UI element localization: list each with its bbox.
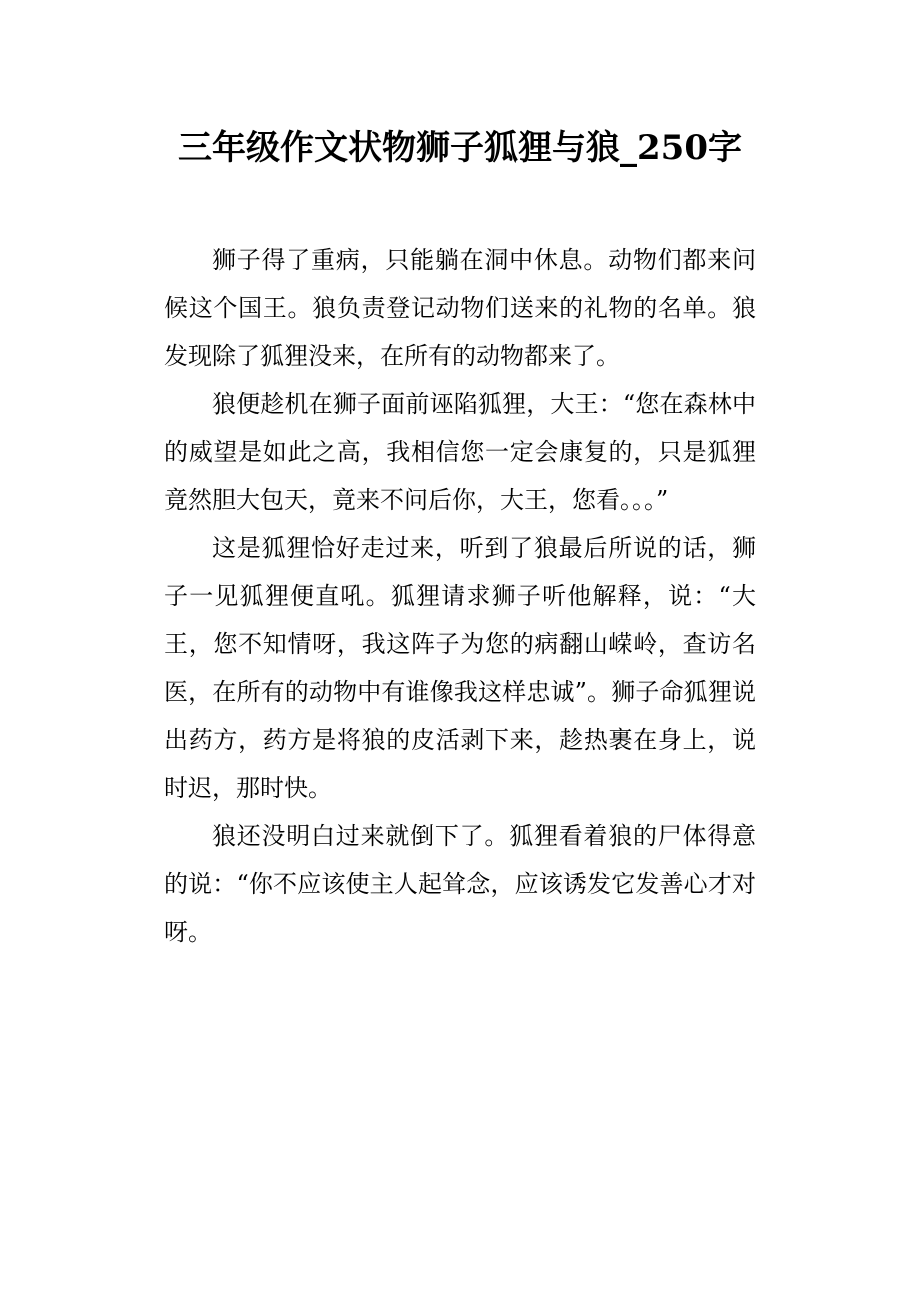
document-title: 三年级作文状物狮子狐狸与狼_250字 <box>178 128 742 168</box>
document-body <box>164 236 756 956</box>
paragraph-1: 狮子得了重病，只能躺在洞中休息。动物们都来问候这个国王。狼负责登记动物们送来的礼物的名单。狼发现除了狐狸没来，在所有的动物都来了。 <box>164 246 756 370</box>
paragraph-2: 狼便趁机在狮子面前诬陷狐狸，大王：“您在森林中的威望是如此之高，我相信您一定会康复的，只是狐狸竟然胆大包天，竟来不问后你，大王，您看。。。” <box>164 390 756 514</box>
paragraph-3: 这是狐狸恰好走过来，听到了狼最后所说的话，狮子一见狐狸便直吼。狐狸请求狮子听他解释，说：“大王，您不知情呀，我这阵子为您的病翻山嵘岭，查访名医，在所有的动物中有谁像我这样忠诚”。狮子命狐狸说出药方，药方是将狼的皮活剥下来，趁热裹在身上，说时迟，那时快。 <box>164 534 756 802</box>
paragraph-4: 狼还没明白过来就倒下了。狐狸看着狼的尸体得意的说：“你不应该使主人起耸念，应该诱发它发善心才对呀。 <box>164 822 756 946</box>
